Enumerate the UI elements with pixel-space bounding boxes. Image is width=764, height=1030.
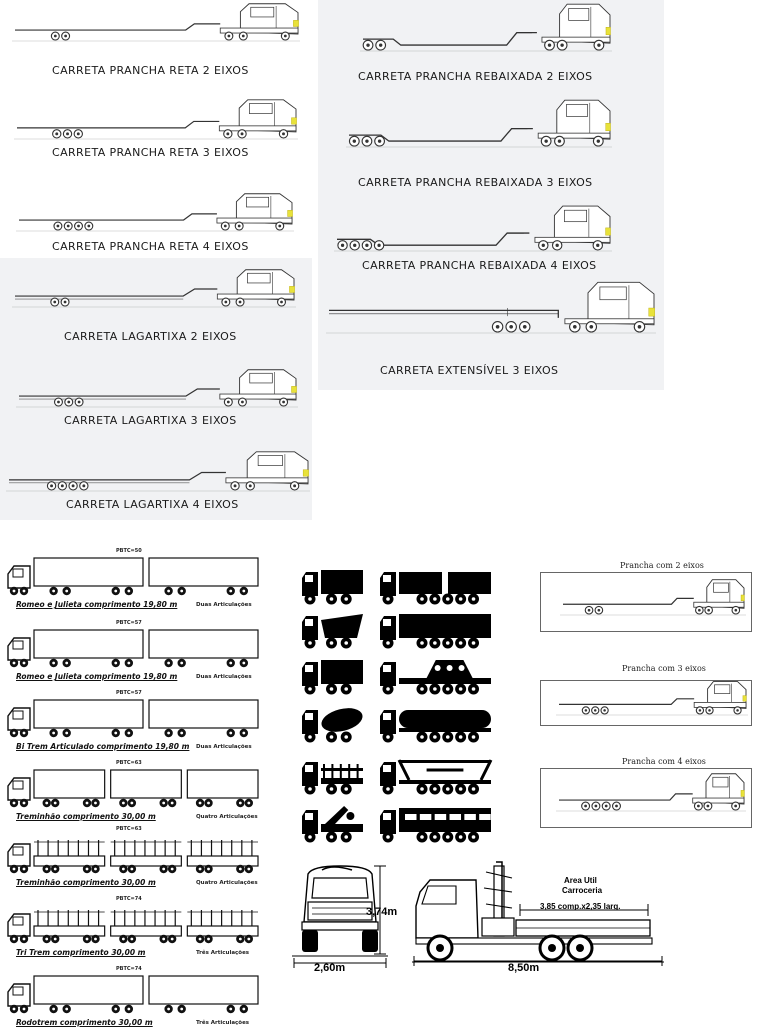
combination-pbtc: PBTC=74	[116, 896, 142, 902]
combination-sketch	[4, 626, 294, 670]
prancha-caption: Prancha com 3 eixos	[622, 664, 706, 673]
combination-articulations: Três Articulações	[196, 1020, 250, 1026]
trailer-caption: CARRETA PRANCHA RETA 4 EIXOS	[52, 240, 249, 253]
combination-pbtc: PBTC=57	[116, 620, 142, 626]
combination-caption: Treminhão comprimento 30,00 m	[16, 812, 156, 821]
combination-caption: Rodotrem comprimento 30,00 m	[16, 1018, 153, 1027]
combination-pbtc: PBTC=74	[116, 966, 142, 972]
combination-item	[0, 760, 290, 824]
truck-silhouette-icon	[378, 804, 494, 844]
dimension-length-label: 8,50m	[508, 962, 540, 974]
truck-silhouette-icon	[300, 804, 366, 844]
truck-silhouette-icon	[300, 610, 366, 650]
combination-caption: Treminhão comprimento 30,00 m	[16, 878, 156, 887]
prancha-caption: Prancha com 2 eixos	[620, 561, 704, 570]
trailer-drawing	[16, 368, 298, 412]
combination-caption: Romeo e Julieta comprimento 19,80 m	[16, 672, 178, 681]
prancha-drawing	[556, 772, 746, 816]
truck-silhouette-icon	[378, 566, 494, 606]
combination-articulations: Duas Articulações	[196, 674, 252, 680]
trailer-caption: CARRETA PRANCHA RETA 2 EIXOS	[52, 64, 249, 77]
truck-silhouette-icon	[378, 704, 494, 744]
combination-caption: Tri Trem comprimento 30,00 m	[16, 948, 146, 957]
dimension-height-label: 3,74m	[366, 906, 398, 918]
trailer-caption: CARRETA PRANCHA REBAIXADA 2 EIXOS	[358, 70, 593, 83]
combination-sketch	[4, 972, 294, 1016]
combination-articulations: Quatro Articulações	[196, 880, 258, 886]
trailer-caption: CARRETA LAGARTIXA 2 EIXOS	[64, 330, 237, 343]
combination-sketch	[4, 766, 294, 810]
trailer-drawing	[334, 204, 612, 256]
combination-sketch	[4, 902, 294, 946]
area-title-2: Carroceria	[562, 886, 603, 895]
combination-item	[0, 548, 290, 612]
combination-pbtc: PBTC=57	[116, 690, 142, 696]
combination-caption: Romeo e Julieta comprimento 19,80 m	[16, 600, 178, 609]
truck-crane-side-view	[412, 858, 664, 966]
prancha-caption: Prancha com 4 eixos	[622, 757, 706, 766]
combination-pbtc: PBTC=63	[116, 760, 142, 766]
trailer-caption: CARRETA LAGARTIXA 4 EIXOS	[66, 498, 239, 511]
combination-articulations: Quatro Articulações	[196, 814, 258, 820]
trailer-drawing	[16, 192, 294, 236]
combination-item	[0, 966, 290, 1030]
trailer-drawing	[12, 2, 300, 46]
combination-item	[0, 620, 290, 684]
trailer-caption: CARRETA EXTENSÍVEL 3 EIXOS	[380, 364, 559, 377]
truck-silhouette-icon	[378, 656, 494, 696]
trailer-drawing	[360, 2, 612, 56]
combination-articulations: Duas Articulações	[196, 602, 252, 608]
combination-item	[0, 896, 290, 960]
combination-articulations: Três Articulações	[196, 950, 250, 956]
dimension-width-label: 2,60m	[314, 962, 346, 974]
trailer-caption: CARRETA PRANCHA REBAIXADA 3 EIXOS	[358, 176, 593, 189]
truck-silhouette-icon	[378, 756, 494, 796]
combination-articulations: Duas Articulações	[196, 744, 252, 750]
combination-sketch	[4, 832, 294, 876]
truck-silhouette-icon	[300, 704, 366, 744]
prancha-drawing	[560, 578, 746, 620]
combination-sketch	[4, 554, 294, 598]
prancha-drawing	[556, 680, 748, 720]
trailer-drawing	[12, 268, 296, 312]
truck-silhouette-icon	[300, 656, 366, 696]
area-title-1: Area Util	[564, 876, 597, 885]
truck-silhouette-icon	[300, 756, 366, 796]
area-spec: 3,85 comp.x2,35 larg.	[540, 902, 621, 911]
truck-silhouette-icon	[300, 566, 366, 606]
trailer-drawing	[14, 98, 298, 144]
combination-item	[0, 690, 290, 754]
truck-silhouette-icon	[378, 610, 494, 650]
combination-caption: Bi Trem Articulado comprimento 19,80 m	[16, 742, 190, 751]
trailer-drawing	[326, 280, 656, 338]
combination-pbtc: PBTC=50	[116, 548, 142, 554]
trailer-caption: CARRETA PRANCHA RETA 3 EIXOS	[52, 146, 249, 159]
trailer-caption: CARRETA PRANCHA REBAIXADA 4 EIXOS	[362, 259, 597, 272]
combination-sketch	[4, 696, 294, 740]
trailer-caption: CARRETA LAGARTIXA 3 EIXOS	[64, 414, 237, 427]
combination-item	[0, 826, 290, 890]
combination-pbtc: PBTC=63	[116, 826, 142, 832]
trailer-drawing	[6, 450, 310, 496]
trailer-drawing	[346, 98, 612, 152]
